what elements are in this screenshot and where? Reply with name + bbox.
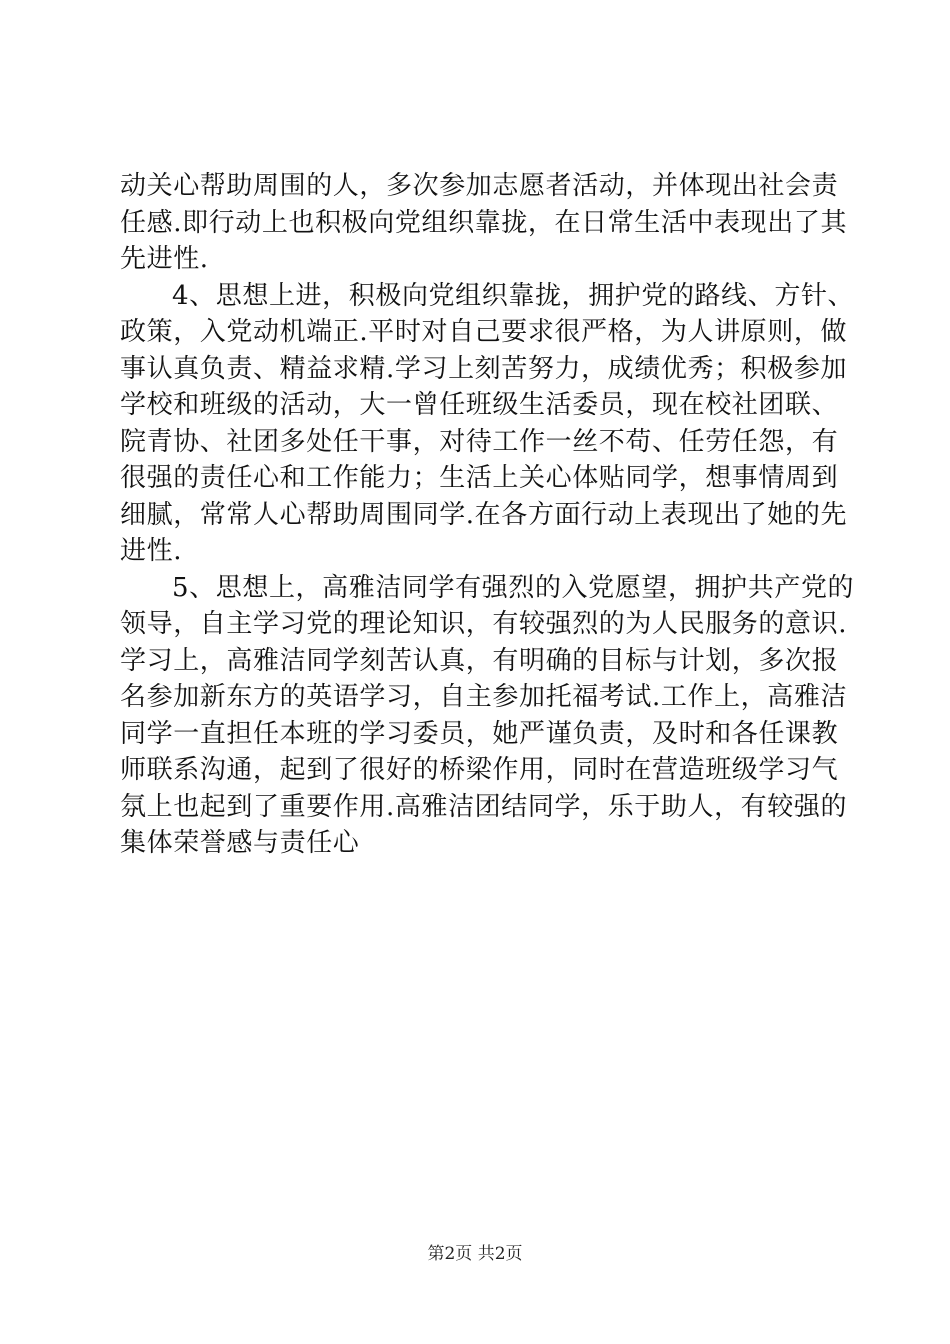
text-line: 任感.即行动上也积极向党组织靠拢，在日常生活中表现出了其 bbox=[120, 207, 848, 238]
text-line: 先进性. bbox=[120, 244, 209, 274]
text-line: 动关心帮助周围的人，多次参加志愿者活动，并体现出社会责 bbox=[120, 171, 839, 201]
text-line: 学习上，高雅洁同学刻苦认真，有明确的目标与计划，多次报 bbox=[120, 645, 839, 676]
text-line: 进性. bbox=[120, 536, 183, 566]
text-line: 同学一直担任本班的学习委员，她严谨负责，及时和各任课教 bbox=[120, 718, 839, 749]
text-line: 事认真负责、精益求精.学习上刻苦努力，成绩优秀；积极参加 bbox=[120, 353, 848, 384]
page-footer: 第2页 共2页 bbox=[427, 1244, 523, 1264]
text-line: 学校和班级的活动，大一曾任班级生活委员，现在校社团联、 bbox=[120, 390, 839, 420]
text-line: 院青协、社团多处任干事，对待工作一丝不苟、任劳任怨，有 bbox=[120, 426, 839, 457]
text-line: 4、思想上进，积极向党组织靠拢，拥护党的路线、方针、 bbox=[172, 280, 855, 311]
text-line: 氛上也起到了重要作用.高雅洁团结同学，乐于助人，有较强的 bbox=[120, 791, 848, 822]
text-line: 很强的责任心和工作能力；生活上关心体贴同学，想事情周到 bbox=[120, 463, 839, 493]
text-line: 细腻，常常人心帮助周围同学.在各方面行动上表现出了她的先 bbox=[120, 499, 848, 530]
text-line: 政策，入党动机端正.平时对自己要求很严格，为人讲原则，做 bbox=[120, 317, 848, 347]
text-line: 集体荣誉感与责任心 bbox=[120, 828, 360, 858]
text-line: 领导，自主学习党的理论知识，有较强烈的为人民服务的意识. bbox=[120, 609, 848, 639]
document-body bbox=[120, 168, 855, 862]
text-line: 师联系沟通，起到了很好的桥梁作用，同时在营造班级学习气 bbox=[120, 755, 839, 785]
text-line: 名参加新东方的英语学习，自主参加托福考试.工作上，高雅洁 bbox=[120, 682, 848, 712]
text-line: 5、思想上，高雅洁同学有强烈的入党愿望，拥护共产党的 bbox=[172, 572, 855, 603]
